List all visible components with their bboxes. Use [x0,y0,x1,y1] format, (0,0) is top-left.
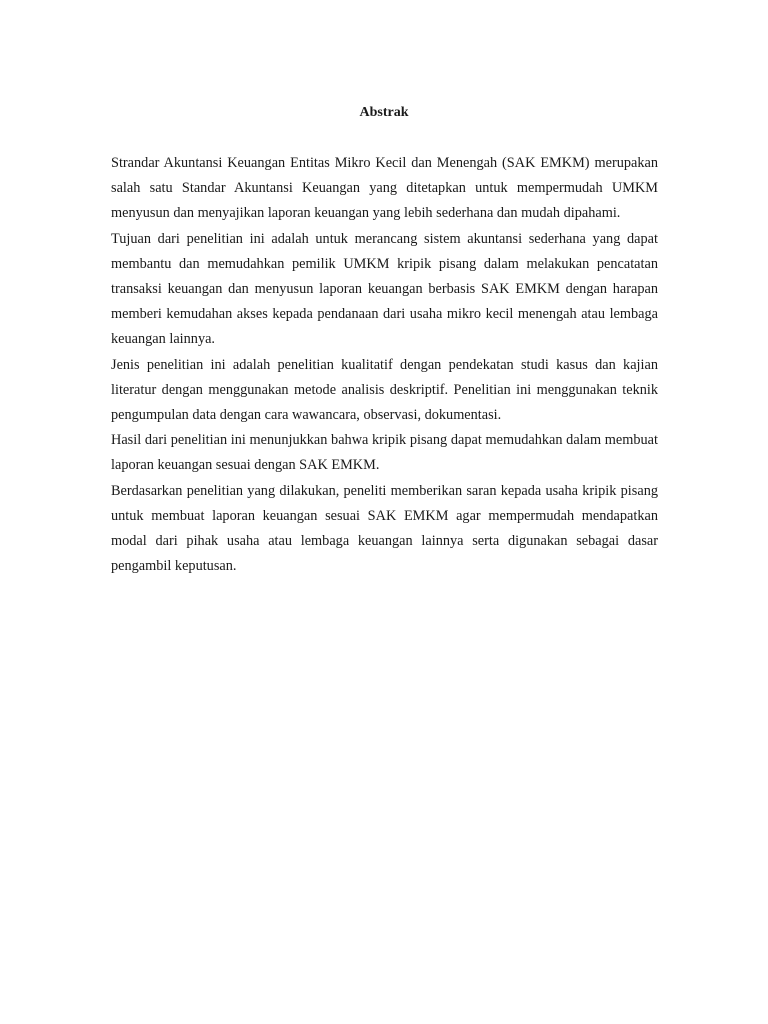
paragraph-recommendation: Berdasarkan penelitian yang dilakukan, peneliti memberikan saran kepada usaha kripik pisang untuk membuat laporan keuangan sesuai SAK EMKM agar mempermudah mendapatkan modal dari pihak usaha atau lembaga keuangan lainnya serta digunakan sebagai dasar pengambil keputusan. [111,482,658,575]
paragraph-research-result: Hasil dari penelitian ini menunjukkan bahwa kripik pisang dapat memudahkan dalam membuat laporan keuangan sesuai dengan SAK EMKM. [111,432,658,474]
paragraph-research-purpose: Tujuan dari penelitian ini adalah untuk merancang sistem akuntansi sederhana yang dapat membantu dan memudahkan pemilik UMKM kripik pisang dalam melakukan pencatatan transaksi keuangan dan menyusun laporan keuangan berbasis SAK EMKM dengan harapan memberi kemudahan akses kepada pendanaan dari usaha mikro kecil menengah atau lembaga keuangan lainnya. [111,230,658,348]
abstract-body [111,151,658,579]
abstract-title: Abstrak [359,105,409,120]
paragraph-sak-emkm-definition: Strandar Akuntansi Keuangan Entitas Mikro Kecil dan Menengah (SAK EMKM) merupakan salah satu Standar Akuntansi Keuangan yang ditetapkan untuk mempermudah UMKM menyusun dan menyajikan laporan keuangan yang lebih sederhana dan mudah dipahami. [111,155,658,222]
paragraph-research-method: Jenis penelitian ini adalah penelitian kualitatif dengan pendekatan studi kasus dan kajian literatur dengan menggunakan metode analisis deskriptif. Penelitian ini menggunakan teknik pengumpulan data dengan cara wawancara, observasi, dokumentasi. [111,356,658,424]
